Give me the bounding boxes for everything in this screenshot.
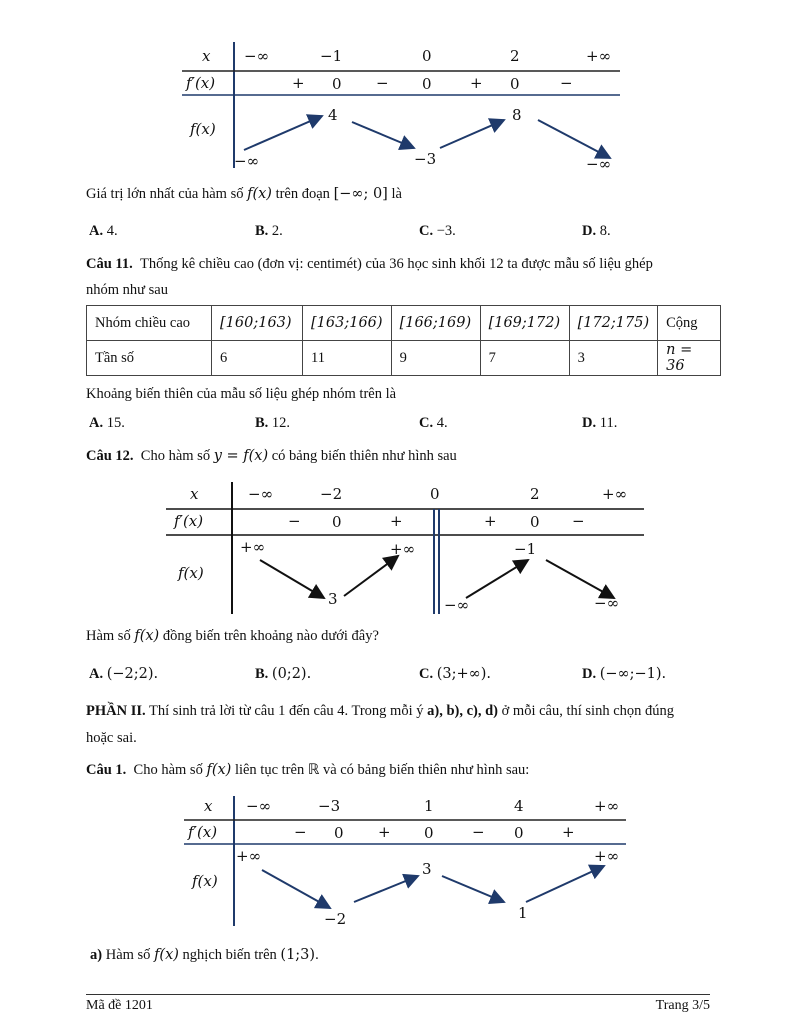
choice-c[interactable]: C. (3;+∞).: [419, 666, 491, 682]
table-cell: [166;169): [391, 306, 480, 341]
f-value: −∞: [234, 152, 260, 170]
table-cell: 9: [391, 341, 480, 376]
table-cell: [163;166): [303, 306, 392, 341]
f-label: f(x): [192, 872, 218, 890]
x-value: −1: [320, 47, 343, 65]
table-cell: 7: [480, 341, 569, 376]
f-value: 8: [512, 106, 522, 124]
q11-text-line1: Câu 11. Thống kê chiều cao (đơn vị: centimét) của 36 học sinh khối 12 ta được mẫu số liệu ghép: [86, 256, 653, 272]
c1-func: f(x): [206, 762, 232, 778]
fp-label: f′(x): [174, 512, 204, 530]
choice-b[interactable]: B. 2.: [255, 223, 283, 239]
arrow-down: [442, 876, 504, 902]
table-cell: n = 36: [658, 341, 721, 376]
sign: 0: [334, 824, 344, 842]
f-value: −1: [514, 540, 537, 558]
f-value: +∞: [240, 538, 266, 556]
arrow-down: [538, 120, 610, 158]
sign: −: [472, 823, 485, 841]
q10-func: f(x): [247, 186, 272, 202]
table-cell: [172;175): [569, 306, 658, 341]
table-cell: 3: [569, 341, 658, 376]
fp-label: f′(x): [188, 823, 218, 841]
arrow-down: [260, 560, 324, 598]
x-label: x: [204, 797, 213, 815]
q12-func: y = f(x): [213, 448, 269, 464]
arrow-down: [262, 870, 330, 908]
sign: 0: [332, 513, 342, 531]
x-value: +∞: [594, 797, 620, 815]
choice-b[interactable]: B. (0;2).: [255, 666, 312, 682]
part2-title: PHẦN II.: [86, 703, 146, 719]
f-value: 1: [518, 904, 528, 922]
f-value: 4: [328, 106, 338, 124]
footer-page: Trang 3/5: [655, 998, 710, 1013]
x-value: 2: [510, 47, 520, 65]
q10-interval: [−∞; 0]: [333, 186, 388, 202]
table-row: [87, 341, 721, 376]
choice-a[interactable]: A. 15.: [89, 415, 125, 431]
q10-prefix: Giá trị lớn nhất của hàm số: [86, 186, 248, 202]
f-value: 3: [328, 590, 338, 608]
choice-a[interactable]: A. (−2;2).: [89, 666, 159, 682]
variation-table-2: [166, 480, 646, 620]
choice-a[interactable]: A. 4.: [89, 223, 118, 239]
x-value: 2: [530, 485, 540, 503]
f-label: f(x): [190, 120, 216, 138]
arrow-up: [526, 866, 604, 902]
q12-question-func: f(x): [134, 628, 160, 644]
table-row: [87, 306, 721, 341]
f-value: −∞: [586, 155, 612, 173]
sign: 0: [424, 824, 434, 842]
q12-question: Hàm số f(x) đồng biến trên khoảng nào dưới đây?: [86, 628, 379, 644]
choice-b[interactable]: B. 12.: [255, 415, 291, 431]
part2-line2: hoặc sai.: [86, 730, 137, 746]
table-cell: [160;163): [212, 306, 303, 341]
sign: 0: [422, 75, 432, 93]
c1-text: Câu 1. Cho hàm số f(x) liên tục trên ℝ và có bảng biến thiên như hình sau:: [86, 762, 530, 778]
table-cell: 11: [303, 341, 392, 376]
arrow-up: [344, 556, 398, 596]
sign: +: [390, 512, 403, 530]
q11-label: Câu 11.: [86, 256, 133, 272]
choice-d[interactable]: D. 11.: [582, 415, 618, 431]
f-value: −2: [324, 910, 347, 928]
variation-table-1: [182, 40, 622, 175]
x-value: +∞: [602, 485, 628, 503]
x-value: −∞: [246, 797, 272, 815]
x-value: +∞: [586, 47, 612, 65]
x-value: 0: [430, 485, 440, 503]
sign: 0: [514, 824, 524, 842]
x-value: −2: [320, 485, 343, 503]
table-cell: Nhóm chiều cao: [87, 306, 212, 341]
arrow-up: [440, 120, 504, 148]
footer-code: Mã đề 1201: [86, 998, 153, 1013]
arrow-up: [354, 876, 418, 902]
x-value: 0: [422, 47, 432, 65]
sign: −: [376, 74, 389, 92]
q12-label: Câu 12.: [86, 448, 134, 464]
sign: −: [560, 74, 573, 92]
frequency-table: [86, 305, 721, 376]
q11-choices: [89, 415, 729, 437]
sign: +: [292, 74, 305, 92]
arrow-down: [352, 122, 414, 148]
f-value: 3: [422, 860, 432, 878]
sign: 0: [332, 75, 342, 93]
x-value: 1: [424, 797, 434, 815]
q10-mid: trên đoạn: [275, 186, 334, 202]
q10-suffix: là: [391, 186, 402, 202]
sign: −: [288, 512, 301, 530]
c1-item-a[interactable]: a) Hàm số f(x) nghịch biến trên (1;3).: [90, 947, 319, 963]
q11-question: Khoảng biến thiên của mẫu số liệu ghép nhóm trên là: [86, 386, 397, 402]
table-cell: Cộng: [658, 306, 721, 341]
arrow-down: [546, 560, 614, 598]
f-value: −3: [414, 150, 437, 168]
choice-d[interactable]: D. 8.: [582, 223, 611, 239]
x-label: x: [190, 485, 199, 503]
part2-line1: PHẦN II. Thí sinh trả lời từ câu 1 đến câu 4. Trong mỗi ý a), b), c), d) ở mỗi câu, thí sinh chọn đúng: [86, 703, 675, 719]
sign: +: [378, 823, 391, 841]
x-value: 4: [514, 797, 524, 815]
footer-divider: [86, 994, 710, 995]
q12-text: Câu 12. Cho hàm số y = f(x) có bảng biến thiên như hình sau: [86, 448, 457, 464]
q10-choices: [89, 223, 729, 245]
choice-c[interactable]: C. −3.: [419, 223, 456, 239]
variation-table-3: [184, 794, 628, 932]
arrow-up: [466, 560, 528, 598]
sign: +: [562, 823, 575, 841]
arrow-up: [244, 116, 322, 150]
sign: +: [470, 74, 483, 92]
x-value: −∞: [248, 485, 274, 503]
c1-a-label: a): [90, 947, 103, 963]
c1-set: ℝ: [307, 762, 320, 778]
f-value: +∞: [236, 847, 262, 865]
x-value: −3: [318, 797, 341, 815]
sign: +: [484, 512, 497, 530]
sign: 0: [530, 513, 540, 531]
sign: −: [572, 512, 585, 530]
sign: −: [294, 823, 307, 841]
choice-c[interactable]: C. 4.: [419, 415, 448, 431]
f-value: −∞: [444, 596, 470, 614]
table-cell: [169;172): [480, 306, 569, 341]
q12-choices: [89, 666, 729, 688]
f-value: +∞: [390, 540, 416, 558]
c1-label: Câu 1.: [86, 762, 127, 778]
table-cell: 6: [212, 341, 303, 376]
sign: 0: [510, 75, 520, 93]
x-value: −∞: [244, 47, 270, 65]
choice-d[interactable]: D. (−∞;−1).: [582, 666, 667, 682]
table-cell: Tần số: [87, 341, 212, 376]
f-value: +∞: [594, 847, 620, 865]
fp-label: f′(x): [186, 74, 216, 92]
x-label: x: [202, 47, 211, 65]
q11-text-line2: nhóm như sau: [86, 282, 168, 298]
f-value: −∞: [594, 594, 620, 612]
q10-text: [86, 186, 402, 203]
f-label: f(x): [178, 564, 204, 582]
